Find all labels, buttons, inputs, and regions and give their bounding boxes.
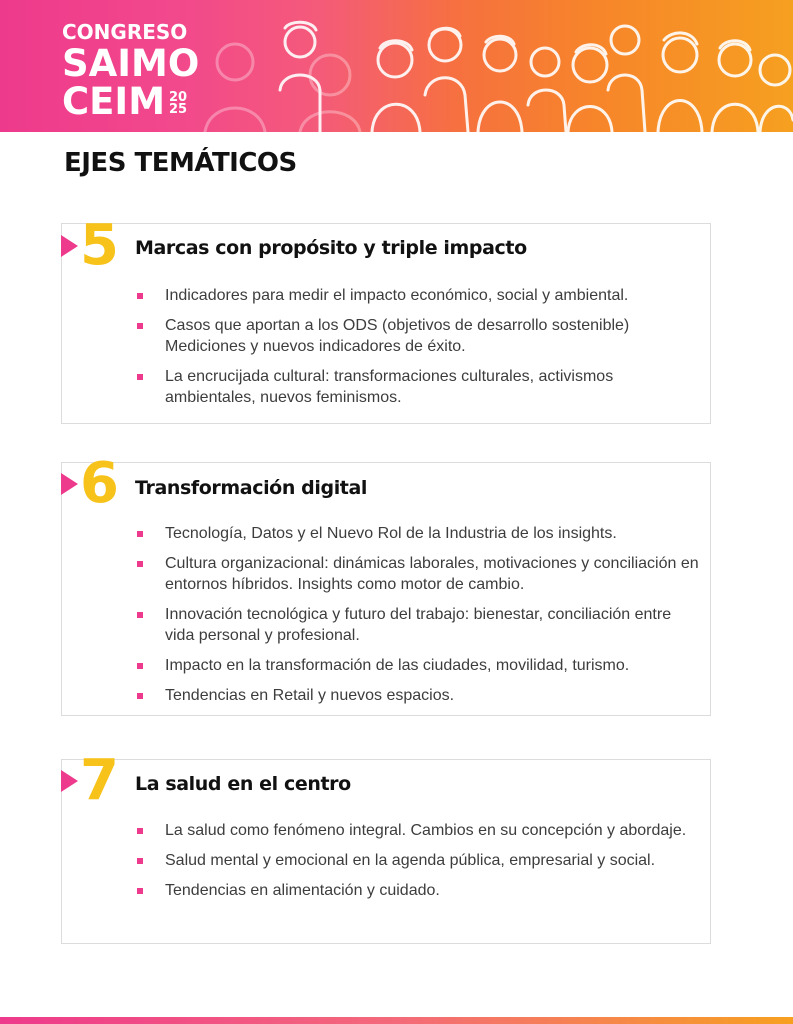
bullet-square-icon	[137, 323, 143, 329]
logo-line-ceim: CEIM	[62, 80, 166, 123]
triangle-icon	[61, 235, 78, 257]
section-number: 5	[80, 213, 119, 278]
list-item	[135, 604, 700, 646]
bullet-text: Casos que aportan a los ODS (objetivos de desarrollo sostenible) Mediciones y nuevos indicadores de éxito.	[165, 317, 630, 355]
bullet-text: Indicadores para medir el impacto económico, social y ambiental.	[165, 287, 629, 304]
bullet-text: Innovación tecnológica y futuro del trabajo: bienestar, conciliación entre vida personal y profesional.	[165, 606, 672, 644]
section-marker-6	[61, 451, 119, 516]
bullet-text: La salud como fenómeno integral. Cambios en su concepción y abordaje.	[165, 822, 687, 839]
bullet-text: Salud mental y emocional en la agenda pública, empresarial y social.	[165, 852, 656, 869]
section-bullet-list	[135, 523, 700, 715]
bullet-square-icon	[137, 828, 143, 834]
logo-line-saimo: SAIMO	[62, 42, 200, 85]
section-number: 6	[80, 451, 119, 516]
bullet-text: La encrucijada cultural: transformaciones culturales, activismos ambientales, nuevos feminismos.	[165, 368, 614, 406]
section-bullet-list	[135, 285, 700, 417]
bullet-square-icon	[137, 531, 143, 537]
bottom-gradient-bar	[0, 1017, 793, 1024]
section-marker-7	[61, 748, 119, 813]
bullet-square-icon	[137, 663, 143, 669]
list-item	[135, 820, 700, 841]
logo-year	[169, 92, 187, 116]
congress-logo	[62, 20, 200, 123]
bullet-text: Tecnología, Datos y el Nuevo Rol de la Industria de los insights.	[165, 525, 617, 542]
bullet-text: Impacto en la transformación de las ciudades, movilidad, turismo.	[165, 657, 630, 674]
section-bullet-list	[135, 820, 700, 910]
section-number: 7	[80, 748, 119, 813]
list-item	[135, 366, 700, 408]
list-item	[135, 685, 700, 706]
triangle-icon	[61, 770, 78, 792]
bullet-square-icon	[137, 374, 143, 380]
bullet-square-icon	[137, 612, 143, 618]
section-title: Marcas con propósito y triple impacto	[135, 237, 527, 259]
section-marker-5	[61, 213, 119, 278]
bullet-square-icon	[137, 693, 143, 699]
list-item	[135, 655, 700, 676]
bullet-text: Tendencias en Retail y nuevos espacios.	[165, 687, 455, 704]
list-item	[135, 523, 700, 544]
list-item	[135, 553, 700, 595]
bullet-square-icon	[137, 888, 143, 894]
header-banner	[0, 0, 793, 132]
bullet-square-icon	[137, 561, 143, 567]
section-title: Transformación digital	[135, 477, 368, 499]
bullet-text: Tendencias en alimentación y cuidado.	[165, 882, 440, 899]
section-title: La salud en el centro	[135, 773, 351, 795]
logo-year-top: 20	[169, 90, 188, 105]
list-item	[135, 850, 700, 871]
list-item	[135, 285, 700, 306]
triangle-icon	[61, 473, 78, 495]
bullet-square-icon	[137, 858, 143, 864]
bullet-square-icon	[137, 293, 143, 299]
list-item	[135, 880, 700, 901]
page-title: EJES TEMÁTICOS	[64, 148, 297, 178]
bullet-text: Cultura organizacional: dinámicas laborales, motivaciones y conciliación en entornos híbridos. Insights como motor de cambio.	[165, 555, 699, 593]
list-item	[135, 315, 700, 357]
logo-line-congreso: CONGRESO	[62, 20, 188, 44]
logo-year-bottom: 25	[169, 102, 188, 117]
